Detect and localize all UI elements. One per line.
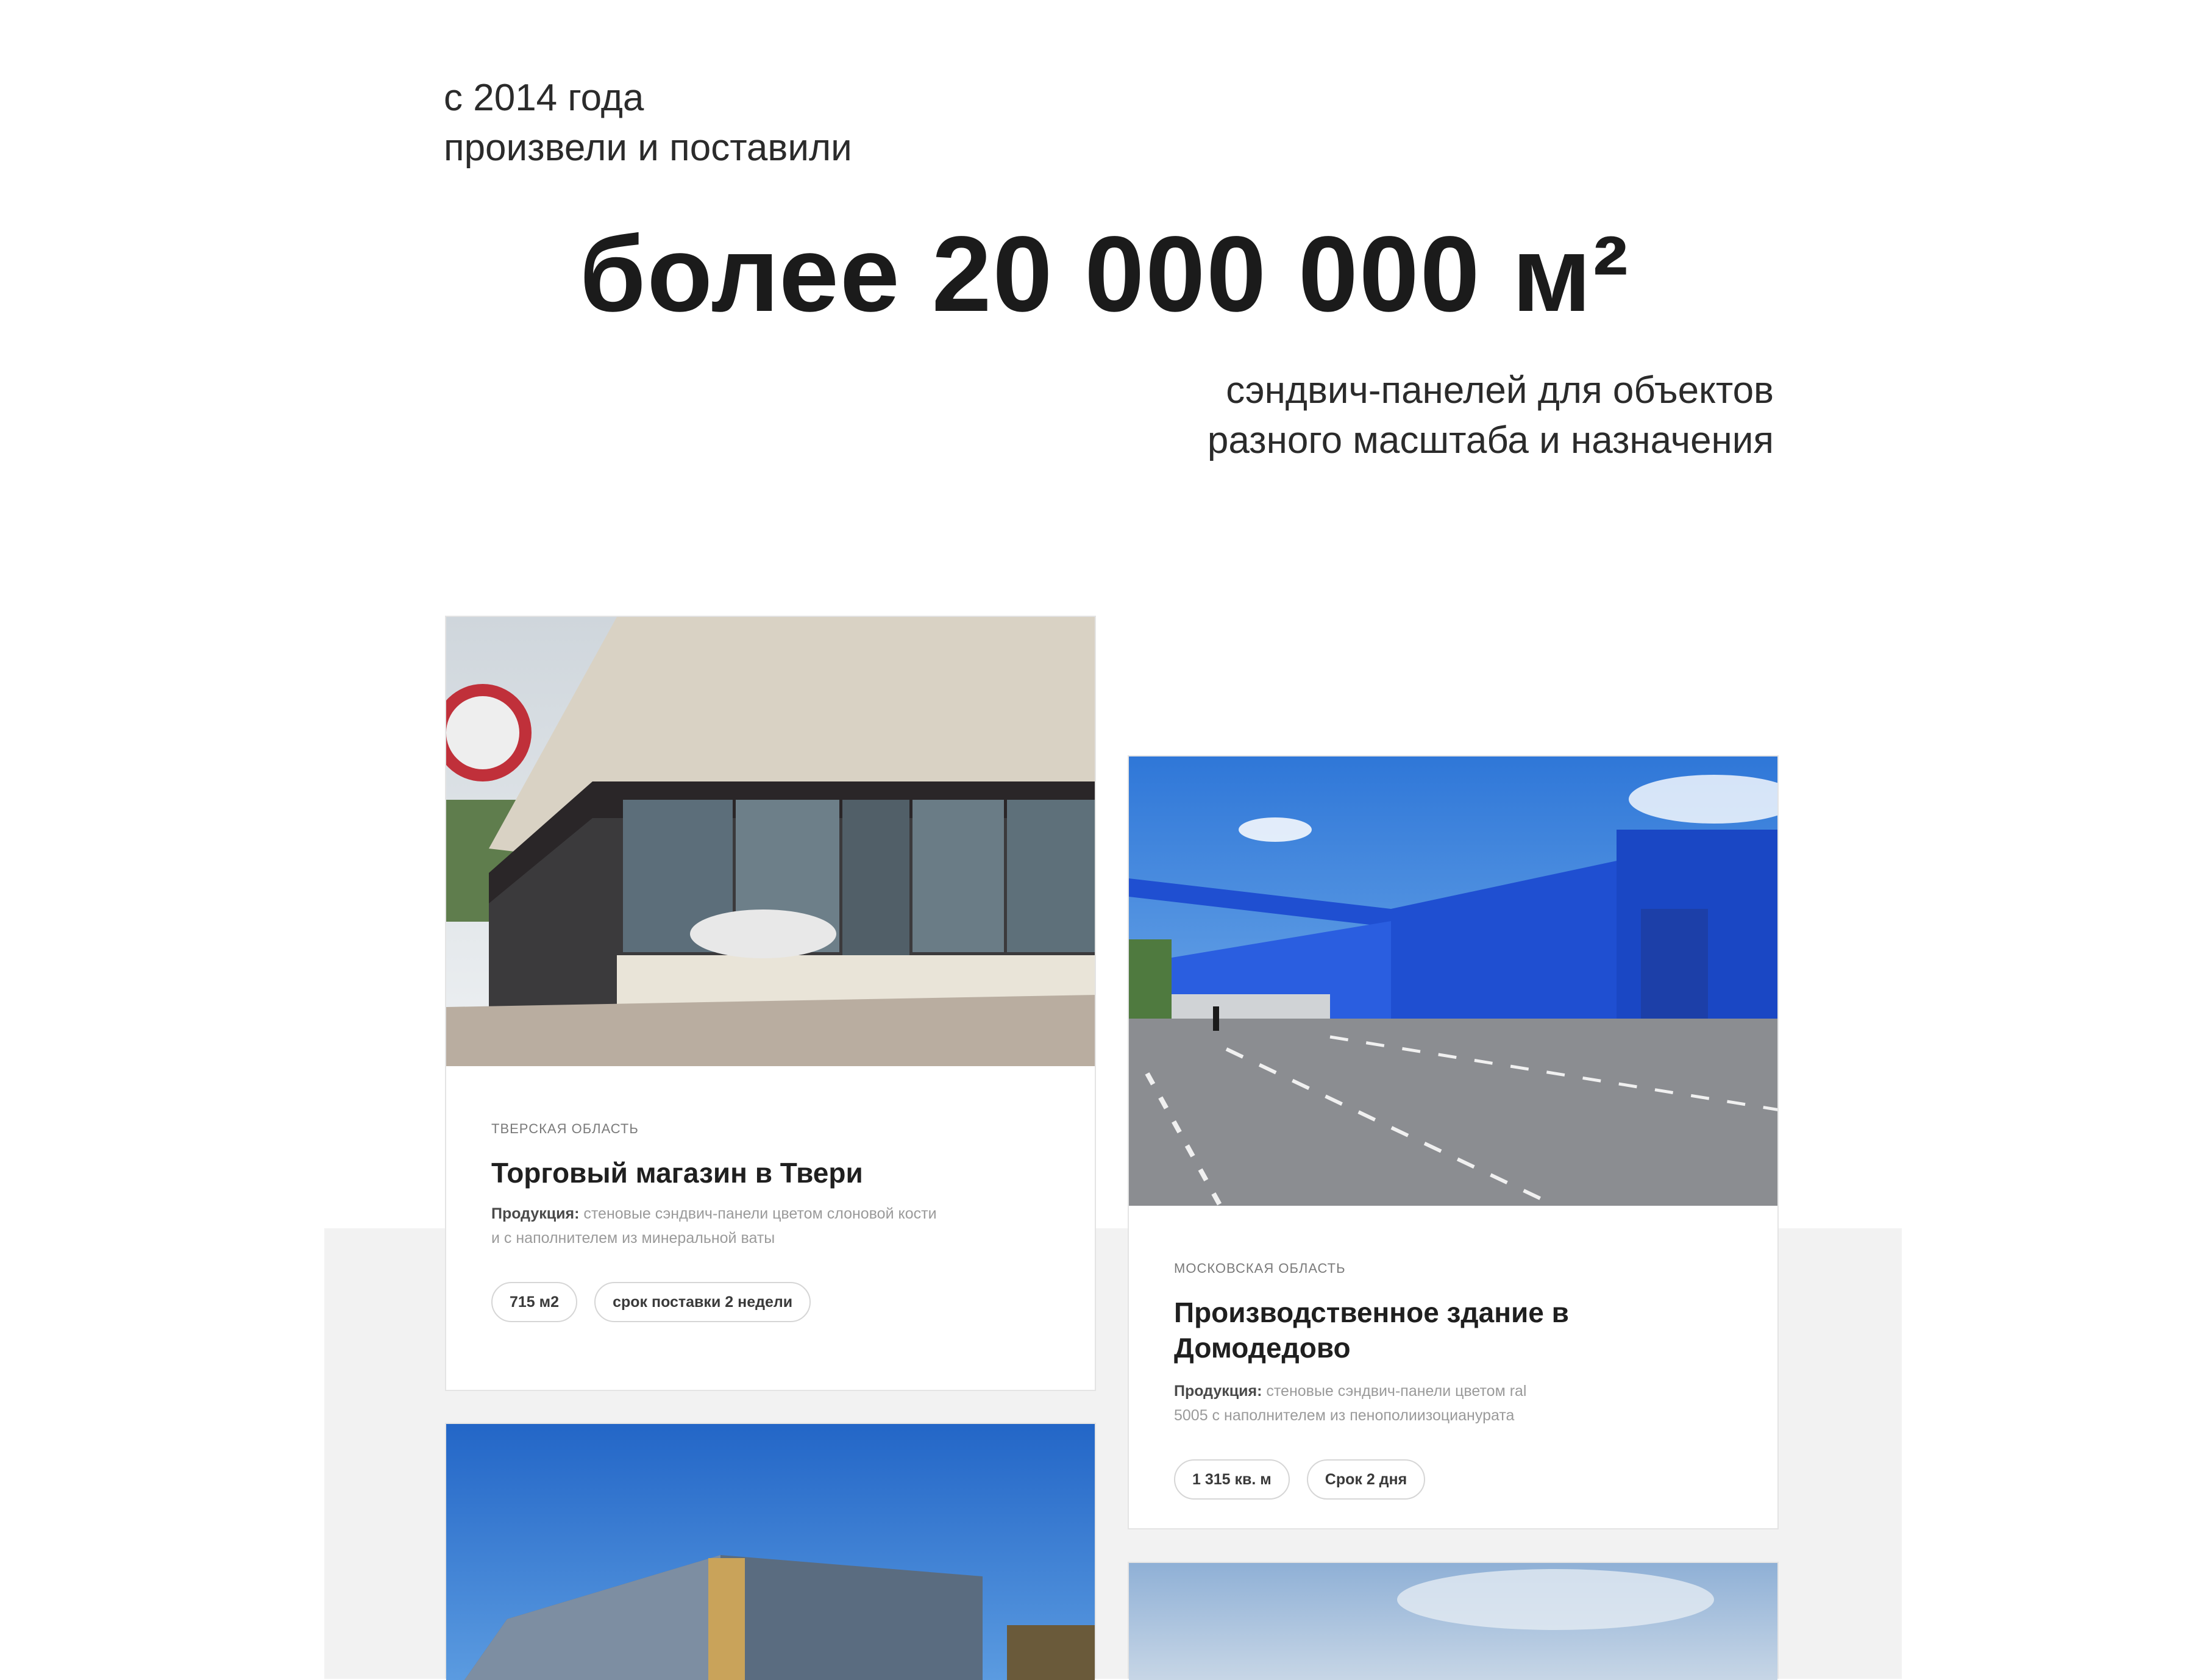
project-region: ТВЕРСКАЯ ОБЛАСТЬ [491, 1121, 639, 1136]
intro-panels-line: сэндвич-панелей для объектов [1226, 369, 1774, 411]
intro-since-line: с 2014 года [444, 77, 644, 119]
intro-top-text [444, 73, 852, 173]
project-title-line1: Производственное здание в [1174, 1297, 1569, 1328]
project-photo-3 [446, 1424, 1095, 1680]
project-body-domodedovo [1129, 1206, 1777, 1500]
project-photo-tver [446, 617, 1095, 1066]
product-desc-line1: стеновые сэндвич-панели цветом ral [1266, 1383, 1527, 1400]
project-title-line2: Домодедово [1174, 1332, 1351, 1364]
project-card-domodedovo[interactable] [1128, 755, 1779, 1529]
project-tags [491, 1282, 1050, 1322]
intro-bottom-text [1208, 366, 1774, 466]
tag-area: 1 315 кв. м [1174, 1459, 1290, 1500]
product-label: Продукция: [491, 1205, 580, 1222]
project-photo-4 [1129, 1563, 1777, 1680]
product-desc-line1: стеновые сэндвич-панели цветом слоновой кости [583, 1205, 937, 1222]
project-product [1174, 1379, 1732, 1428]
project-photo-domodedovo [1129, 756, 1777, 1206]
project-title: Торговый магазин в Твери [491, 1157, 863, 1189]
project-body-tver [446, 1066, 1095, 1322]
tag-area: 715 м2 [491, 1282, 577, 1322]
intro-produced-line: произвели и поставили [444, 127, 852, 169]
project-card-tver[interactable] [445, 616, 1096, 1391]
project-title [1174, 1295, 1732, 1365]
project-product [491, 1201, 1050, 1250]
project-card-3[interactable] [445, 1423, 1096, 1679]
project-tags [1174, 1459, 1732, 1500]
product-desc-line2: 5005 с наполнителем из пенополиизоцианурата [1174, 1407, 1515, 1424]
project-card-4[interactable] [1128, 1562, 1779, 1679]
product-desc-line2: и с наполнителем из минеральной ваты [491, 1230, 775, 1247]
product-label: Продукция: [1174, 1383, 1262, 1400]
headline-volume: более 20 000 000 м² [579, 215, 1630, 334]
tag-delivery: срок поставки 2 недели [594, 1282, 811, 1322]
intro-scale-line: разного масштаба и назначения [1207, 419, 1774, 461]
project-region: МОСКОВСКАЯ ОБЛАСТЬ [1174, 1261, 1346, 1276]
tag-delivery: Срок 2 дня [1307, 1459, 1425, 1500]
